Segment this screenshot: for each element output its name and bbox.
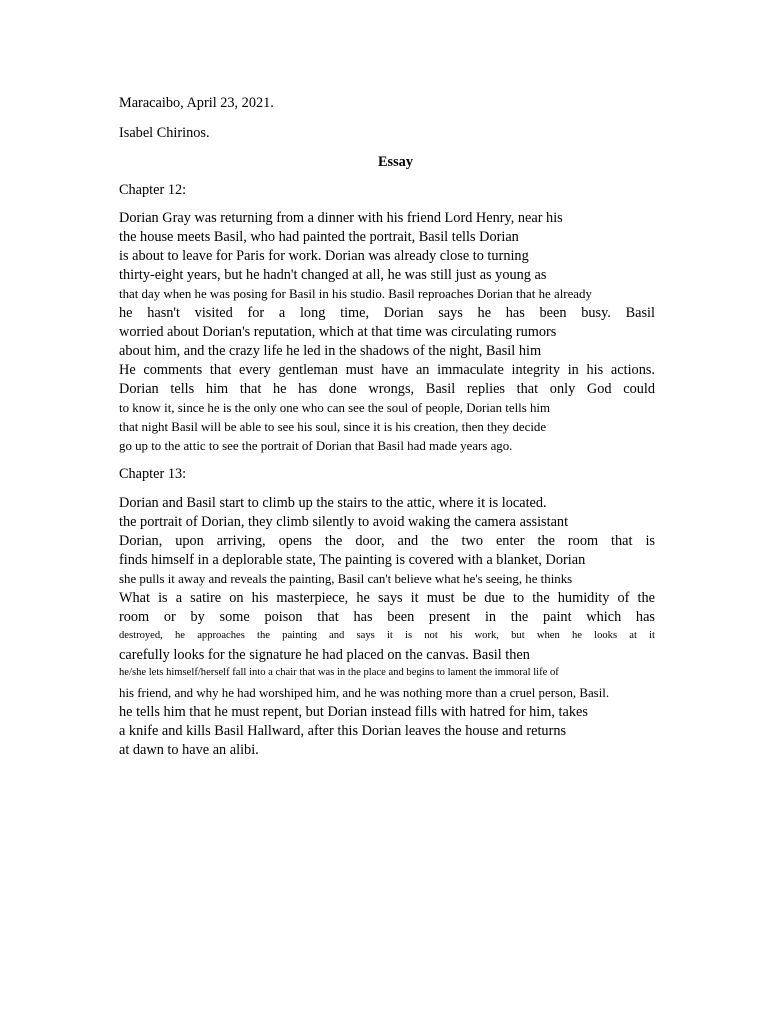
author-name: Isabel Chirinos. bbox=[119, 125, 210, 141]
chapter-12-heading: Chapter 12: bbox=[119, 182, 187, 198]
chapter-12-line: is about to leave for Paris for work. Dorian was already close to turning bbox=[119, 248, 529, 264]
chapter-13-line: his friend, and why he had worshiped him, and he was nothing more than a cruel person, Basil. bbox=[119, 686, 610, 700]
chapter-12-line: about him, and the crazy life he led in the shadows of the night, Basil him bbox=[119, 343, 542, 359]
chapter-13-line: Dorian, upon arriving, opens the door, and the two enter the room that is bbox=[119, 533, 655, 549]
chapter-12-line: He comments that every gentleman must have an immaculate integrity in his actions. bbox=[119, 362, 655, 378]
chapter-12-line: Dorian Gray was returning from a dinner with his friend Lord Henry, near his bbox=[119, 210, 563, 226]
chapter-13-line: room or by some poison that has been present in the paint which has bbox=[119, 609, 655, 625]
chapter-13-line: Dorian and Basil start to climb up the stairs to the attic, where it is located. bbox=[119, 495, 547, 511]
chapter-13-line: carefully looks for the signature he had placed on the canvas. Basil then bbox=[119, 647, 530, 663]
chapter-12-line: go up to the attic to see the portrait of Dorian that Basil had made years ago. bbox=[119, 439, 513, 453]
chapter-13-line: the portrait of Dorian, they climb silently to avoid waking the camera assistant bbox=[119, 514, 569, 530]
chapter-13-line: What is a satire on his masterpiece, he says it must be due to the humidity of the bbox=[119, 590, 655, 606]
chapter-13-line: destroyed, he approaches the painting and says it is not his work, but when he looks at it bbox=[119, 630, 655, 641]
chapter-13-line: he/she lets himself/herself fall into a chair that was in the place and begins to lament the immoral life of bbox=[119, 667, 559, 678]
chapter-13-line: she pulls it away and reveals the painting, Basil can't believe what he's seeing, he thinks bbox=[119, 572, 573, 586]
chapter-12-line: he hasn't visited for a long time, Dorian says he has been busy. Basil bbox=[119, 305, 655, 321]
chapter-13-line: a knife and kills Basil Hallward, after this Dorian leaves the house and returns bbox=[119, 723, 567, 739]
chapter-13-heading: Chapter 13: bbox=[119, 466, 187, 482]
chapter-12-line: worried about Dorian's reputation, which at that time was circulating rumors bbox=[119, 324, 557, 340]
chapter-13-line: at dawn to have an alibi. bbox=[119, 742, 259, 758]
chapter-12-line: that day when he was posing for Basil in his studio. Basil reproaches Dorian that he already bbox=[119, 287, 592, 301]
chapter-13-line: finds himself in a deplorable state, The painting is covered with a blanket, Dorian bbox=[119, 552, 586, 568]
chapter-12-line: that night Basil will be able to see his soul, since it is his creation, then they decide bbox=[119, 420, 547, 434]
chapter-12-line: to know it, since he is the only one who can see the soul of people, Dorian tells him bbox=[119, 401, 551, 415]
chapter-12-line: thirty-eight years, but he hadn't changed at all, he was still just as young as bbox=[119, 267, 547, 283]
date-line: Maracaibo, April 23, 2021. bbox=[119, 95, 274, 111]
chapter-12-line: Dorian tells him that he has done wrongs, Basil replies that only God could bbox=[119, 381, 655, 397]
chapter-13-line: he tells him that he must repent, but Dorian instead fills with hatred for him, takes bbox=[119, 704, 588, 720]
chapter-12-line: the house meets Basil, who had painted the portrait, Basil tells Dorian bbox=[119, 229, 519, 245]
essay-title: Essay bbox=[378, 154, 413, 170]
